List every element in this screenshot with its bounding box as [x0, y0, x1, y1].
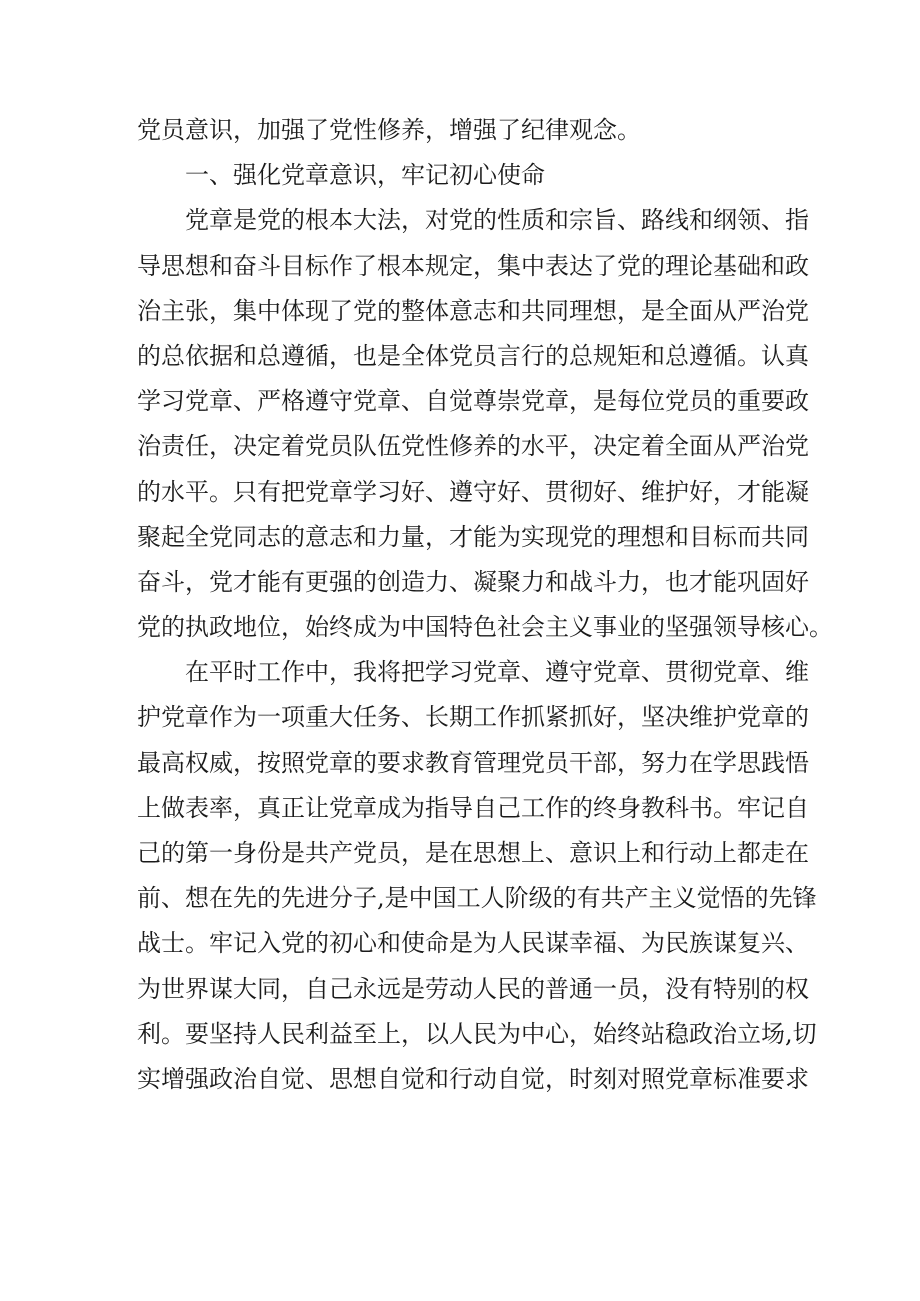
text-line: 聚起全党同志的意志和力量，才能为实现党的理想和目标而共同: [137, 522, 809, 551]
text-line: 实增强政治自觉、思想自觉和行动自觉，时刻对照党章标准要求: [137, 1064, 809, 1093]
text-line: 治主张，集中体现了党的整体意志和共同理想，是全面从严治党: [137, 296, 809, 325]
text-line: 党的执政地位，始终成为中国特色社会主义事业的坚强领导核心。: [137, 613, 833, 642]
section-heading: 一、强化党章意识，牢记初心使命: [185, 161, 545, 190]
text-line: 利。要坚持人民利益至上，以人民为中心，始终站稳政治立场,切: [137, 1019, 817, 1048]
text-line: 战士。牢记入党的初心和使命是为人民谋幸福、为民族谋复兴、: [137, 929, 809, 958]
text-line: 为世界谋大同，自己永远是劳动人民的普通一员，没有特别的权: [137, 974, 809, 1003]
text-line: 最高权威，按照党章的要求教育管理党员干部，努力在学思践悟: [137, 748, 809, 777]
text-line: 奋斗，党才能有更强的创造力、凝聚力和战斗力，也才能巩固好: [137, 567, 809, 596]
text-line: 学习党章、严格遵守党章、自觉尊崇党章，是每位党员的重要政: [137, 387, 809, 416]
text-line: 治责任，决定着党员队伍党性修养的水平，决定着全面从严治党: [137, 432, 809, 461]
text-line: 的水平。只有把党章学习好、遵守好、贯彻好、维护好，才能凝: [137, 477, 809, 506]
text-line: 前、想在先的先进分子,是中国工人阶级的有共产主义觉悟的先锋: [137, 884, 817, 913]
text-line: 上做表率，真正让党章成为指导自己工作的终身教科书。牢记自: [137, 793, 809, 822]
text-line: 的总依据和总遵循，也是全体党员言行的总规矩和总遵循。认真: [137, 341, 809, 370]
text-line: 在平时工作中，我将把学习党章、遵守党章、贯彻党章、维: [185, 658, 809, 687]
document-body: [137, 108, 833, 1102]
text-line: 党员意识，加强了党性修养，增强了纪律观念。: [137, 116, 641, 144]
text-line: 党章是党的根本大法，对党的性质和宗旨、路线和纲领、指: [185, 206, 809, 235]
text-line: 导思想和奋斗目标作了根本规定，集中表达了党的理论基础和政: [137, 251, 809, 280]
text-line: 己的第一身份是共产党员，是在思想上、意识上和行动上都走在: [137, 839, 809, 867]
text-line: 护党章作为一项重大任务、长期工作抓紧抓好，坚决维护党章的: [137, 703, 809, 732]
